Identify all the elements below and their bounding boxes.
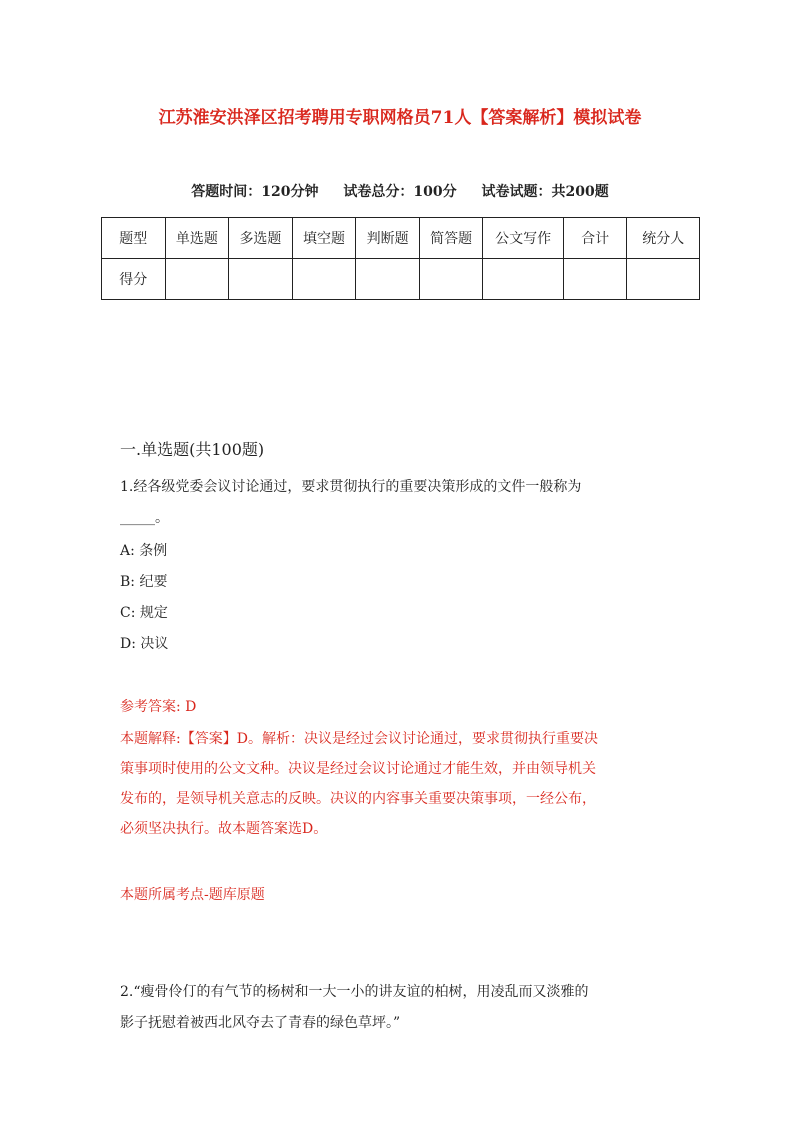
explanation-line: 本题解释:【答案】D。解析：决议是经过会议讨论通过，要求贯彻执行重要决 <box>120 731 598 747</box>
exam-title: 江苏淮安洪泽区招考聘用专职网格员71人【答案解析】模拟试卷 <box>158 108 642 128</box>
score-cell[interactable] <box>483 259 563 300</box>
score-cell[interactable] <box>356 259 420 300</box>
exam-total-score: 试卷总分：100分 <box>343 184 457 200</box>
score-header-cell: 单选题 <box>165 218 229 259</box>
score-table-score-row <box>102 259 700 300</box>
explanation-line: 策事项时使用的公文文种。决议是经过会议讨论通过才能生效，并由领导机关 <box>120 761 596 777</box>
question-1-option-d: D: 决议 <box>120 636 169 652</box>
score-header-cell: 合计 <box>563 218 627 259</box>
score-cell[interactable] <box>419 259 483 300</box>
explanation-line: 发布的，是领导机关意志的反映。决议的内容事关重要决策事项，一经公布， <box>120 791 596 807</box>
score-header-cell: 填空题 <box>292 218 356 259</box>
exam-time: 答题时间：120分钟 <box>191 184 319 200</box>
score-cell[interactable] <box>229 259 293 300</box>
score-table <box>101 217 700 300</box>
question-1-option-a: A: 条例 <box>120 543 168 559</box>
section-heading: 一.单选题(共100题) <box>120 440 265 459</box>
score-cell[interactable] <box>292 259 356 300</box>
score-cell[interactable] <box>627 259 700 300</box>
exam-meta <box>0 181 800 201</box>
score-header-cell: 题型 <box>102 218 166 259</box>
question-1-stem-line: 1.经各级党委会议讨论通过，要求贯彻执行的重要决策形成的文件一般称为 <box>120 479 582 495</box>
score-header-cell: 统分人 <box>627 218 700 259</box>
score-table-header-row <box>102 218 700 259</box>
question-1-option-c: C: 规定 <box>120 605 168 621</box>
explanation-line: 必须坚决执行。故本题答案选D。 <box>120 821 328 837</box>
question-1-category: 本题所属考点-题库原题 <box>120 887 265 903</box>
score-header-cell: 公文写作 <box>483 218 563 259</box>
score-row-label: 得分 <box>102 259 166 300</box>
question-2-stem-line: 2.“瘦骨伶仃的有气节的杨树和一大一小的讲友谊的柏树，用凌乱而又淡雅的 <box>120 984 589 1000</box>
score-header-cell: 多选题 <box>229 218 293 259</box>
question-1-stem-line: _____。 <box>120 510 169 526</box>
question-1-answer: 参考答案: D <box>120 699 197 715</box>
score-header-cell: 简答题 <box>419 218 483 259</box>
question-1-option-b: B: 纪要 <box>120 574 168 590</box>
score-header-cell: 判断题 <box>356 218 420 259</box>
score-cell[interactable] <box>563 259 627 300</box>
question-2-stem <box>120 977 680 1039</box>
question-1-explanation <box>120 724 690 844</box>
question-1-stem <box>120 472 680 534</box>
exam-question-count: 试卷试题：共200题 <box>481 184 609 200</box>
score-cell[interactable] <box>165 259 229 300</box>
question-2-stem-line: 影子抚慰着被西北风夺去了青春的绿色草坪。” <box>120 1015 401 1031</box>
